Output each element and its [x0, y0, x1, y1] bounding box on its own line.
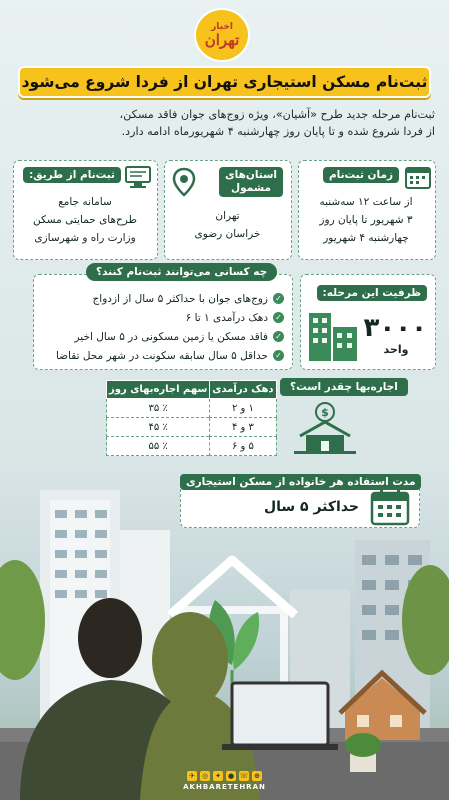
registration-via-line1: سامانه جامع [58, 196, 112, 208]
page-title: ثبت‌نام مسکن استیجاری تهران از فردا شروع می‌شود [21, 73, 428, 91]
rent-header-share: سهم اجاره‌بهای روز [107, 381, 210, 399]
twitter-icon[interactable]: ✦ [213, 771, 223, 781]
rent-cell-decile: ۳ و ۴ [210, 418, 276, 437]
akhbar-tehran-logo [194, 8, 250, 62]
registration-time-box [298, 160, 436, 260]
calendar-icon [405, 165, 431, 193]
provinces-label-line2: مشمول [231, 182, 271, 194]
eligibility-item-text: فاقد مسکن یا زمین مسکونی در ۵ سال اخیر [74, 330, 268, 343]
aparat-icon[interactable]: ● [227, 772, 235, 780]
table-row [107, 437, 277, 456]
footer-site: AKHBARETEHRAN [183, 783, 266, 791]
eligibility-item [38, 346, 284, 365]
intro-text [14, 106, 435, 140]
eligibility-label: چه کسانی می‌توانند ثبت‌نام کنند؟ [86, 263, 277, 281]
whatsapp-icon[interactable]: ☏ [239, 772, 249, 780]
duration-label: مدت استفاده هر خانواده از مسکن استیجاری [180, 474, 421, 490]
check-icon: ✓ [273, 350, 284, 361]
calendar-icon [370, 488, 410, 530]
rent-question-label: اجاره‌بها چقدر است؟ [280, 378, 408, 396]
eligibility-item [38, 308, 284, 327]
logo-line2: تهران [204, 31, 240, 49]
web-icon[interactable]: ⊕ [252, 771, 262, 781]
social-icons [187, 771, 262, 781]
logo-line1: اخبار [211, 22, 233, 32]
table-row [107, 418, 277, 437]
instagram-icon[interactable]: ◎ [201, 772, 209, 780]
svg-text:$: $ [321, 406, 329, 419]
intro-line2: از فردا شروع شده و تا پایان روز چهارشنبه ۴ شهریورماه ادامه دارد. [121, 125, 435, 138]
check-icon: ✓ [273, 293, 284, 304]
table-row [107, 399, 277, 418]
footer [0, 762, 449, 800]
provinces-label [219, 167, 283, 197]
registration-via-label: ثبت‌نام از طریق: [23, 167, 121, 183]
registration-via-line2: طرح‌های حمایتی مسکن [33, 214, 137, 226]
check-icon: ✓ [273, 312, 284, 323]
eligibility-item-text: دهک درآمدی ۱ تا ۶ [185, 311, 268, 324]
rent-cell-share: ٪ ۵۵ [107, 437, 210, 456]
registration-time-label: زمان ثبت‌نام [323, 167, 399, 183]
duration-value: حداکثر ۵ سال [263, 499, 359, 515]
registration-time-line3: چهارشنبه ۴ شهریور [323, 232, 409, 244]
capacity-unit: واحد [383, 343, 409, 356]
check-icon: ✓ [273, 331, 284, 342]
capacity-box [300, 274, 436, 370]
province-khorasan: خراسان رضوی [194, 228, 261, 240]
title-banner [18, 66, 431, 98]
rent-table [106, 380, 277, 456]
rent-cell-decile: ۵ و ۶ [210, 437, 276, 456]
registration-via-line3: وزارت راه و شهرسازی [34, 232, 136, 244]
capacity-label: ظرفیت این مرحله: [317, 285, 427, 301]
eligibility-item [38, 327, 284, 346]
province-tehran: تهران [215, 210, 240, 222]
rent-cell-decile: ۱ و ۲ [210, 399, 276, 418]
computer-icon [125, 165, 151, 193]
rent-cell-share: ٪ ۴۵ [107, 418, 210, 437]
eligibility-item [38, 289, 284, 308]
rent-cell-share: ٪ ۳۵ [107, 399, 210, 418]
registration-via-box [13, 160, 158, 260]
provinces-box [164, 160, 292, 260]
house-price-icon [290, 400, 360, 460]
buildings-icon [307, 307, 361, 367]
registration-time-line2: ۳ شهریور تا پایان روز [319, 214, 413, 226]
rent-table-header [107, 381, 277, 399]
telegram-icon[interactable]: ✈ [187, 771, 197, 781]
registration-time-line1: از ساعت ۱۲ سه‌شنبه [319, 196, 413, 208]
intro-line1: ثبت‌نام مرحله جدید طرح «آشیان»، ویژه زوج‌های جوان فاقد مسکن، [119, 108, 435, 121]
eligibility-item-text: حداقل ۵ سال سابقه سکونت در شهر محل تقاضا [55, 349, 268, 362]
rent-header-decile: دهک درآمدی [210, 381, 276, 399]
capacity-value: ۳۰۰۰ [363, 313, 427, 343]
eligibility-box [33, 274, 293, 370]
eligibility-item-text: زوج‌های جوان با حداکثر ۵ سال از ازدواج [92, 292, 268, 305]
provinces-label-line1: استان‌های [225, 169, 277, 181]
location-pin-icon [171, 167, 197, 201]
